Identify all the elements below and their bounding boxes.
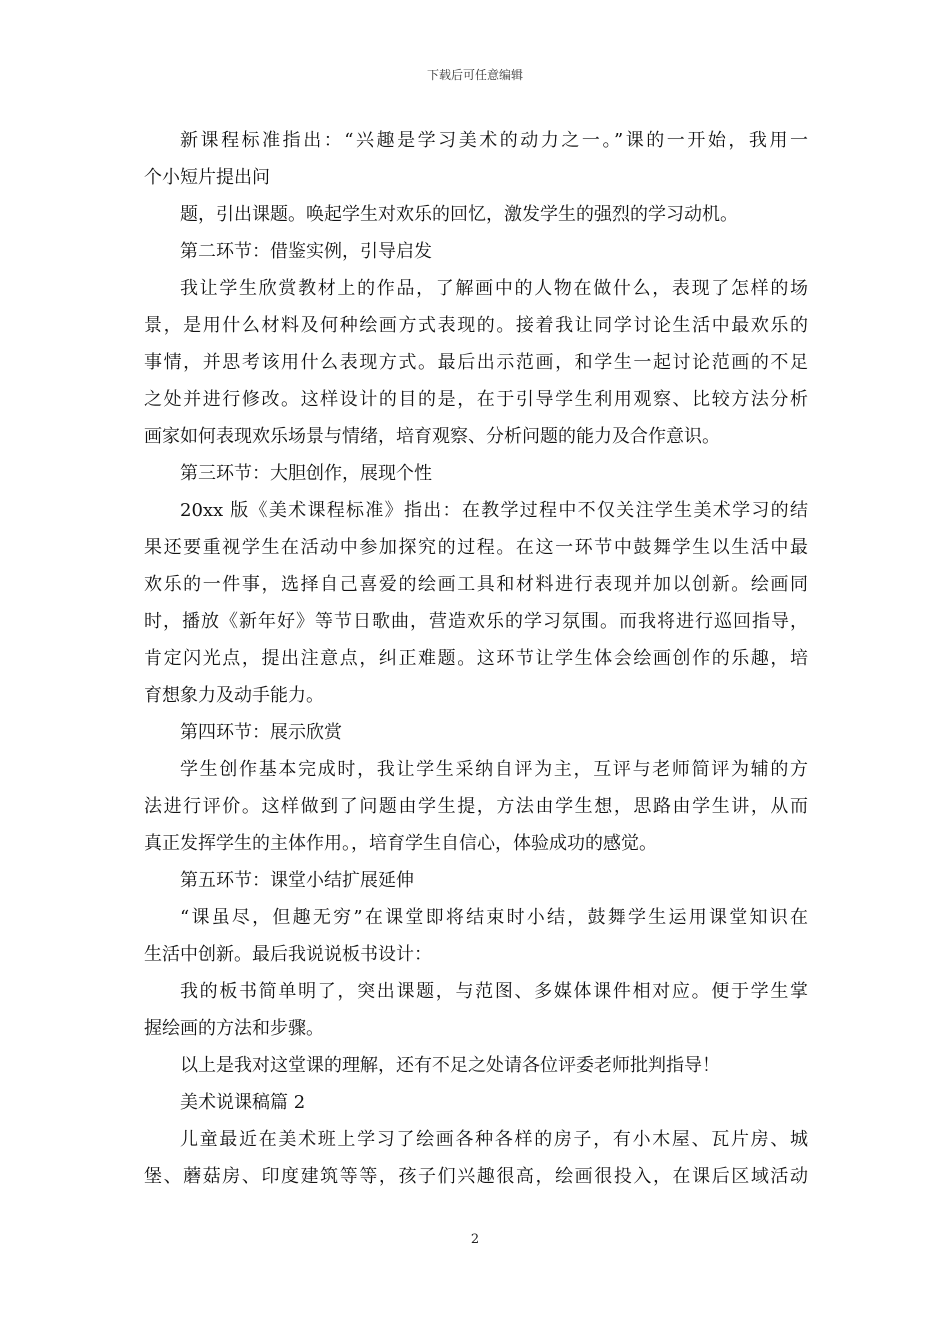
page-number: 2: [470, 1232, 480, 1247]
text-line: 果还要重视学生在活动中参加探究的过程。在这一环节中鼓舞学生以生活中最: [144, 537, 808, 558]
text-line: 育想象力及动手能力。: [144, 685, 324, 706]
text-line: “课虽尽，但趣无穷”在课堂即将结束时小结，鼓舞学生运用课堂知识在: [180, 907, 808, 928]
text-line: 肯定闪光点，提出注意点，纠正难题。这环节让学生体会绘画创作的乐趣，培: [144, 648, 808, 669]
text-line: 20xx 版《美术课程标准》指出：在教学过程中不仅关注学生美术学习的结: [180, 500, 808, 521]
section-heading: 第三环节：大胆创作，展现个性: [180, 463, 432, 484]
text-line: 法进行评价。这样做到了问题由学生提，方法由学生想，思路由学生讲，从而: [144, 796, 808, 817]
text-line: 题，引出课题。唤起学生对欢乐的回忆，激发学生的强烈的学习动机。: [180, 204, 738, 225]
document-body: [144, 122, 808, 1195]
text-line: 以上是我对这堂课的理解，还有不足之处请各位评委老师批判指导！: [180, 1055, 720, 1076]
text-line: 之处并进行修改。这样设计的目的是，在于引导学生利用观察、比较方法分析: [144, 389, 808, 410]
section-heading: 美术说课稿篇 2: [180, 1092, 306, 1113]
text-line: 时，播放《新年好》等节日歌曲，营造欢乐的学习氛围。而我将进行巡回指导，: [144, 611, 808, 632]
text-line: 学生创作基本完成时，我让学生采纳自评为主，互评与老师简评为辅的方: [180, 759, 808, 780]
page-header: 下载后可任意编辑: [426, 68, 523, 82]
text-line: 事情，并思考该用什么表现方式。最后出示范画，和学生一起讨论范画的不足: [144, 352, 808, 373]
section-heading: 第五环节：课堂小结扩展延伸: [180, 870, 414, 891]
text-line: 我让学生欣赏教材上的作品，了解画中的人物在做什么，表现了怎样的场: [180, 278, 808, 299]
text-line: 生活中创新。最后我说说板书设计：: [144, 944, 432, 965]
text-line: 堡、蘑菇房、印度建筑等等，孩子们兴趣很高，绘画很投入，在课后区域活动: [144, 1166, 808, 1187]
section-heading: 第二环节：借鉴实例，引导启发: [180, 241, 432, 262]
text-line: 我的板书简单明了，突出课题，与范图、多媒体课件相对应。便于学生掌: [180, 981, 808, 1002]
text-line: 景，是用什么材料及何种绘画方式表现的。接着我让同学讨论生活中最欢乐的: [144, 315, 808, 336]
text-line: 真正发挥学生的主体作用。，培育学生自信心，体验成功的感觉。: [144, 833, 657, 854]
text-line: 欢乐的一件事，选择自己喜爱的绘画工具和材料进行表现并加以创新。绘画同: [144, 574, 808, 595]
text-line: 个小短片提出问: [144, 167, 270, 188]
section-heading: 第四环节：展示欣赏: [180, 722, 342, 743]
text-line: 新课程标准指出：“兴趣是学习美术的动力之一。”课的一开始，我用一: [180, 130, 808, 151]
text-line: 握绘画的方法和步骤。: [144, 1018, 324, 1039]
text-line: 儿童最近在美术班上学习了绘画各种各样的房子，有小木屋、瓦片房、城: [180, 1129, 808, 1150]
text-line: 画家如何表现欢乐场景与情绪，培育观察、分析问题的能力及合作意识。: [144, 426, 720, 447]
